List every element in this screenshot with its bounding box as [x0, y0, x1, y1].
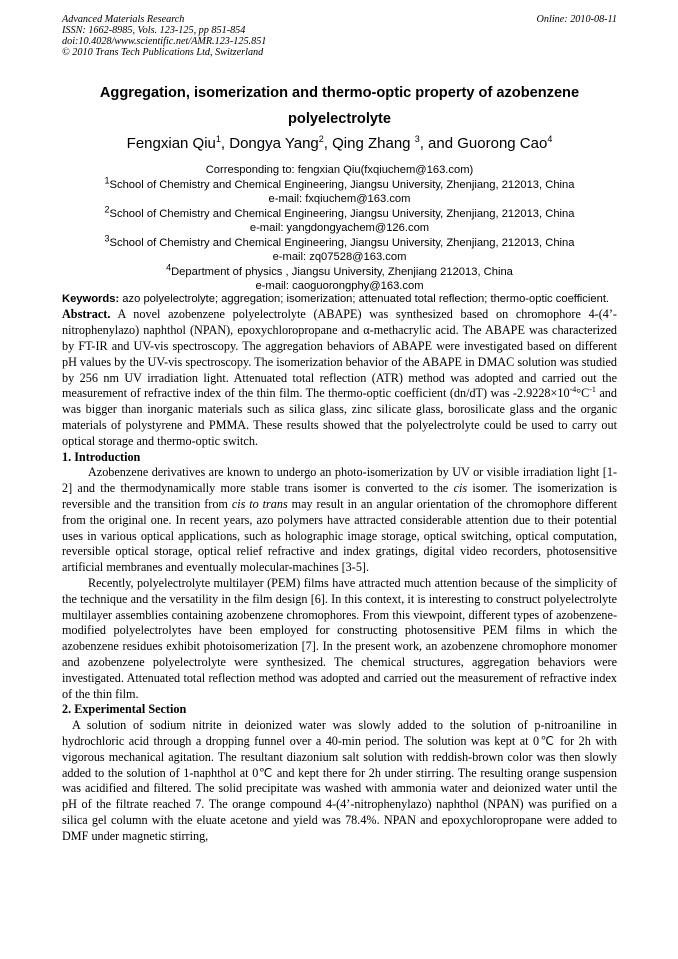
affiliations	[62, 163, 617, 294]
keywords-text: azo polyelectrolyte; aggregation; isomerization; attenuated total reflection; thermo-optic coefficient.	[119, 293, 610, 305]
author-name: Qing Zhang	[332, 135, 411, 152]
affiliation-sup: 2	[104, 203, 110, 214]
affiliation-email: e-mail: caoguorongphy@163.com	[255, 280, 424, 292]
affiliation-text: Department of physics , Jiangsu University, Zhenjiang 212013, China	[171, 265, 513, 278]
intro-text: Azobenzene derivatives are known to undergo an photo-isomerization by UV or visible irradiation light [1-2] and the thermodynamically more stable trans isomer is converted to the	[62, 465, 617, 496]
abstract-text: A novel azobenzene polyelectrolyte (ABAPE) was synthesized based on chromophore 4-(4’-nitrophenylazo) naphthol (NPAN), epoxychloropropane and α-methacrylic acid. The ABAPE was characterized by FT-IR and UV-vis spectroscopy. The aggregation behaviors of ABAPE were investigated based on different pH values by the UV-vis spectroscopy. The isomerization behavior of the ABAPE in DMAC solution was studied by 256 nm UV irradiation light. Attenuated total reflection (ATR) method was adopted and carried out the measurement of refractive index of the thin film. The thermo-optic coefficient (dn/dT) was -2.9228×10	[62, 307, 617, 401]
intro-italic: cis	[453, 481, 468, 496]
affiliation-text: School of Chemistry and Chemical Engineering, Jiangsu University, Zhenjiang, 212013, China	[109, 236, 575, 249]
journal-name: Advanced Materials Research	[62, 14, 185, 25]
affiliation-sup: 1	[104, 174, 110, 185]
abstract-exponent: -4	[569, 385, 577, 395]
affiliation-line	[62, 203, 617, 222]
affiliation-text: School of Chemistry and Chemical Engineering, Jiangsu University, Zhenjiang, 212013, China	[109, 207, 575, 220]
affiliation-email: e-mail: fxqiuchem@163.com	[268, 193, 411, 205]
author-sup: 1	[215, 134, 221, 144]
intro-italic: cis to trans	[231, 496, 288, 511]
section-heading-experimental: 2. Experimental Section	[62, 702, 187, 717]
author-sup: 4	[547, 134, 553, 144]
author-sup: 3	[414, 134, 420, 144]
abstract-exponent: -1	[589, 385, 596, 395]
copyright-line: © 2010 Trans Tech Publications Ltd, Switzerland	[62, 47, 264, 58]
keywords	[62, 292, 617, 306]
affiliation-text: School of Chemistry and Chemical Engineering, Jiangsu University, Zhenjiang, 212013, China	[109, 178, 575, 191]
corresponding-author: Corresponding to: fengxian Qiu(fxqiuchem@163.com)	[205, 164, 474, 176]
abstract	[62, 307, 617, 449]
affiliation-line	[62, 232, 617, 251]
author-sup: 2	[318, 134, 324, 144]
intro-paragraph	[62, 465, 617, 576]
author-separator: ,	[323, 135, 333, 152]
doi-line: doi:10.4028/www.scientific.net/AMR.123-125.851	[62, 36, 267, 47]
author-name: Guorong Cao	[457, 135, 548, 152]
issn-line: ISSN: 1662-8985, Vols. 123-125, pp 851-854	[62, 25, 246, 36]
paper-body	[62, 292, 617, 845]
online-date: Online: 2010-08-11	[536, 14, 617, 25]
author-name: Fengxian Qiu	[126, 135, 216, 152]
keywords-label: Keywords:	[62, 293, 120, 305]
affiliation-sup: 3	[104, 232, 110, 243]
intro-text: may result in an angular orientation of the chromophore different from the original one. In recent years, azo polymers have attracted considerable attention due to their potential uses in various optical applications, such as holographic image storage, optical switching, optical computation, reversible optical storage, optical relief refractive and index gratings, digital video recorders, photosensitive artificial membranes and eventually molecular-machines [3-5].	[62, 496, 617, 575]
affiliation-line	[62, 261, 617, 280]
author-name: Dongya Yang	[229, 135, 319, 152]
author-list	[62, 134, 617, 154]
affiliation-line	[62, 174, 617, 193]
abstract-unit: °C	[576, 386, 590, 401]
affiliation-email: e-mail: yangdongyachem@126.com	[249, 222, 430, 234]
author-separator: , and	[419, 135, 458, 152]
abstract-text: and was bigger than inorganic materials such as silica glass, zinc silicate glass, borosilicate glass and the organic materials of polystyrene and PMMA. These results showed that the polyelectrolyte could be used to carry out optical storage and thermo-optic switch.	[62, 386, 617, 448]
author-separator: ,	[220, 135, 230, 152]
paper-title: Aggregation, isomerization and thermo-optic property of azobenzene polyelectrolyte	[99, 85, 580, 127]
experimental-paragraph: A solution of sodium nitrite in deionized water was slowly added to the solution of p-nitroaniline in hydrochloric acid through a dropping funnel over a 40-min period. The solution was kept at 0℃ for 2h with vigorous mechanical agitation. The resultant diazonium salt solution with reddish-brown color was then slowly added to the solution of 1-naphthol at 0℃ and kept there for 2h under stirring. The resulting orange suspension was acidified and filtered. The solid precipitate was washed with ammonia water and deionized water until the pH of the filtrate reached 7. The orange compound 4-(4’-nitrophenylazo) naphthol (NPAN) was purified on a silica gel column with the eluate acetone and yield was 78.4%. NPAN and epoxychloropropane were added to DMF under magnetic stirring,	[62, 718, 617, 843]
intro-text: isomer. The isomerization is reversible and the transition from	[62, 481, 617, 511]
intro-paragraph: Recently, polyelectrolyte multilayer (PEM) films have attracted much attention because of the simplicity of the technique and the versatility in the film design [6]. In this context, it is interesting to construct polyelectrolyte multilayer assemblies containing azobenzene chromophores. From this viewpoint, different types of azobenzene-modified polyelectrolytes have been employed for constructing photosensitive PEM films in which the azobenzene residues exhibit photoisomerization [7]. In the present work, an azobenzene chromophore monomer and azobenzene polyelectrolyte were synthesized. The chemical structures, aggregation behaviors were investigated. Attenuated total reflection method was adopted and carried out the measurement of refractive index of the thin film.	[62, 575, 617, 701]
abstract-label: Abstract.	[62, 307, 111, 322]
affiliation-sup: 4	[166, 261, 172, 272]
journal-header	[62, 14, 617, 58]
affiliation-email: e-mail: zq07528@163.com	[272, 251, 407, 263]
section-heading-introduction: 1. Introduction	[62, 449, 141, 464]
